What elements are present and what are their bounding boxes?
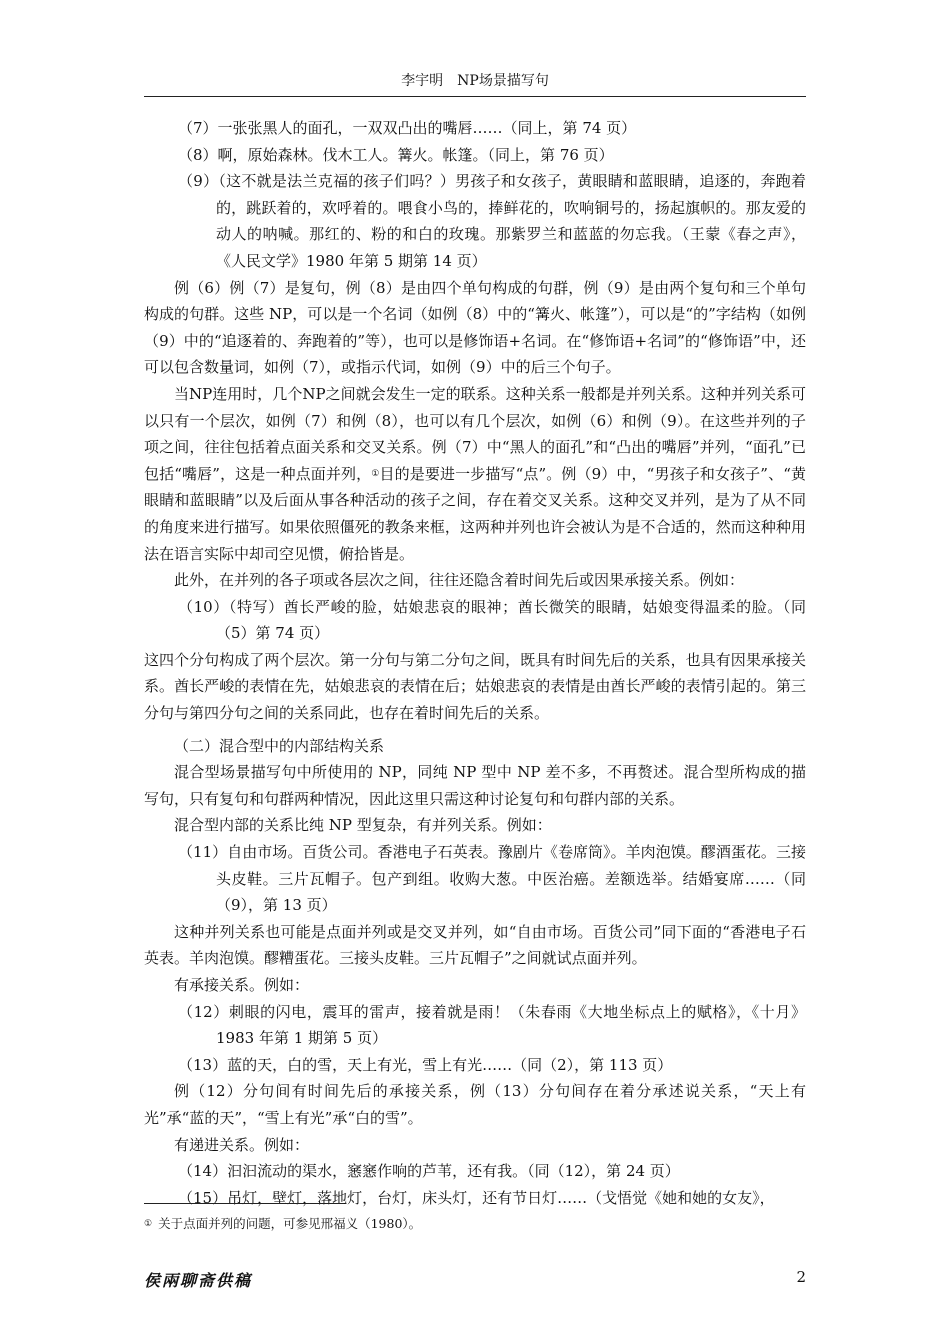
body-paragraph: 这四个分句构成了两个层次。第一分句与第二分句之间，既具有时间先后的关系，也具有因果承接关系。酋长严峻的表情在先，姑娘悲哀的表情在后；姑娘悲哀的表情是由酋长严峻的表情引起的。第三分句与第四分句之间的关系同此，也存在着时间先后的关系。 bbox=[144, 650, 806, 723]
body-paragraph: 这种并列关系也可能是点面并列或是交叉并列，如“自由市场。百货公司”同下面的“香港电子石英表。羊肉泡馍。醪糟蛋花。三接头皮鞋。三片瓦帽子”之间就试点面并列。 bbox=[144, 922, 806, 968]
footnote-mark: ① bbox=[144, 1219, 153, 1229]
body-paragraph bbox=[144, 381, 806, 567]
section-heading: （二）混合型中的内部结构关系 bbox=[174, 736, 385, 755]
page-number: 2 bbox=[796, 1268, 806, 1286]
example-sentence: （15）吊灯，壁灯，落地灯，台灯，床头灯，还有节日灯……（戈悟觉《她和她的女友》， bbox=[178, 1188, 775, 1207]
body-paragraph: 混合型场景描写句中所使用的 NP，同纯 NP 型中 NP 差不多，不再赘述。混合型所构成的描写句，只有复句和句群两种情况，因此这里只需这种讨论复句和句群内部的关系。 bbox=[144, 763, 806, 808]
example-sentence: （14）汩汩流动的渠水，窸窸作响的芦苇，还有我。（同（12），第 24 页） bbox=[178, 1162, 680, 1181]
footnote bbox=[144, 1214, 806, 1232]
example-sentence: （8）啊，原始森林。伐木工人。篝火。帐篷。（同上，第 76 页） bbox=[178, 145, 614, 164]
header-rule bbox=[144, 96, 806, 97]
example-sentence: （10）（特写）酋长严峻的脸，姑娘悲哀的眼神；酋长微笑的眼睛，姑娘变得温柔的脸。（同（5）第 74 页） bbox=[178, 597, 806, 643]
publisher-mark: 侯兩聊斋供稿 bbox=[144, 1271, 253, 1290]
footnote-rule bbox=[144, 1203, 344, 1204]
paragraph-text: 目的是要进一步描写“点”。例（9）中，“男孩子和女孩子”、“黄眼睛和蓝眼睛”以及后面从事各种活动的孩子之间，存在着交叉关系。这种交叉并列，是为了从不同的角度来进行描写。如果依照僵死的教条来框，这两种并列也许会被认为是不合适的，然而这种种用法在语言实际中却司空见惯，俯拾皆是。 bbox=[144, 464, 807, 563]
paragraph-text: 当NP连用时，几个NP之间就会发生一定的联系。这种关系一般都是并列关系。这种并列关系可以只有一个层次，如例（7）和例（8），也可以有几个层次，如例（6）和例（9）。在这些并列的子项之间，往往包括着点面关系和交叉关系。例（7）中“黑人的面孔”和“凸出的嘴唇”并列，“面孔”已包括“嘴唇”，这是一种点面并列， bbox=[144, 384, 806, 483]
example-sentence: （13）蓝的天，白的雪，天上有光，雪上有光……（同（2），第 113 页） bbox=[178, 1055, 673, 1074]
body-paragraph: 例（6）例（7）是复句，例（8）是由四个单句构成的句群，例（9）是由两个复句和三个单句构成的句群。这些 NP，可以是一个名词（如例（8）中的“篝火、帐篷”），可以是“的”字结构（如例（9）中的“追逐着的、奔跑着的”等），也可以是修饰语+名词。在“修饰语+名词”的“修饰语”中，还可以包含数量词，如例（7），或指示代词，如例（9）中的后三个句子。 bbox=[144, 278, 806, 377]
footnote-reference[interactable]: ① bbox=[371, 468, 380, 479]
body-paragraph: 例（12）分句间有时间先后的承接关系，例（13）分句间存在着分承述说关系，“天上有光”承“蓝的天”，“雪上有光”承“白的雪”。 bbox=[144, 1082, 806, 1127]
example-sentence: （11）自由市场。百货公司。香港电子石英表。豫剧片《卷席筒》。羊肉泡馍。醪酒蛋花。三接头皮鞋。三片瓦帽子。包产到组。收购大葱。中医治癌。差额选举。结婚宴席……（同（9），第 13 页） bbox=[178, 843, 806, 915]
body-paragraph: 此外，在并列的各子项或各层次之间，往往还隐含着时间先后或因果承接关系。例如： bbox=[174, 571, 745, 590]
footnote-text: 关于点面并列的问题，可参见邢福义（1980）。 bbox=[158, 1216, 422, 1231]
example-sentence: （9）（这不就是法兰克福的孩子们吗？）男孩子和女孩子，黄眼睛和蓝眼睛，追逐的，奔跑着的，跳跃着的，欢呼着的。喂食小鸟的，捧鲜花的，吹响铜号的，扬起旗帜的。那友爱的动人的呐喊。那红的、粉的和白的玫瑰。那紫罗兰和蓝蓝的勿忘我。（王蒙《春之声》，《人民文学》1980 年第 5 期第 14 页） bbox=[178, 172, 806, 270]
example-sentence: （12）刺眼的闪电，震耳的雷声，接着就是雨！（朱春雨《大地坐标点上的赋格》，《十月》1983 年第 1 期第 5 页） bbox=[178, 1002, 806, 1048]
body-paragraph: 有承接关系。例如： bbox=[174, 976, 310, 994]
body-paragraph: 有递进关系。例如： bbox=[174, 1135, 310, 1154]
running-header: 李宇明 NP场景描写句 bbox=[401, 73, 549, 89]
body-text bbox=[144, 115, 806, 1211]
example-sentence: （7）一张张黑人的面孔，一双双凸出的嘴唇……（同上，第 74 页） bbox=[178, 119, 637, 137]
body-paragraph: 混合型内部的关系比纯 NP 型复杂，有并列关系。例如： bbox=[174, 816, 552, 835]
